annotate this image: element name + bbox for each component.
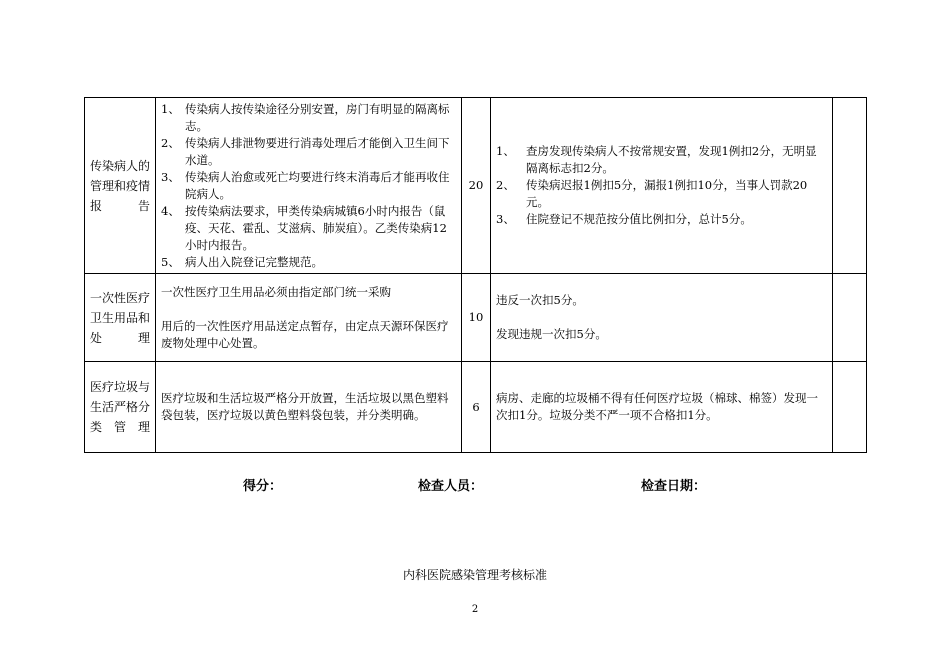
score-cell: 10 bbox=[462, 274, 491, 362]
table-row bbox=[85, 362, 867, 453]
inspection-date-label: 检查日期： bbox=[641, 479, 707, 494]
category-cell: 一次性医疗卫生用品和处理 bbox=[85, 274, 156, 362]
requirements-cell bbox=[156, 98, 462, 274]
list-item: 2、 传染病人排泄物要进行消毒处理后才能倒入卫生间下水道。 bbox=[161, 135, 450, 167]
requirement-text: 用后的一次性医疗用品送定点暂存，由定点天源环保医疗废物处理中心处置。 bbox=[161, 318, 449, 350]
list-item: 1、 查房发现传染病人不按常规安置，发现1例扣2分，无明显隔离标志扣2分。 bbox=[496, 144, 817, 175]
list-item: 5、 病人出入院登记完整规范。 bbox=[161, 254, 323, 269]
category-cell: 医疗垃圾与生活严格分类管理 bbox=[85, 362, 156, 453]
requirement-text: 一次性医疗卫生用品必须由指定部门统一采购 bbox=[161, 284, 391, 299]
score-label: 得分： bbox=[243, 479, 283, 494]
table-row bbox=[85, 274, 867, 362]
list-item: 1、 传染病人按传染途径分别安置，房门有明显的隔离标志。 bbox=[161, 101, 450, 133]
score-cell: 20 bbox=[462, 98, 491, 274]
requirements-cell bbox=[156, 362, 462, 453]
inspector-label: 检查人员： bbox=[418, 479, 484, 494]
list-item: 3、 住院登记不规范按分值比例扣分，总计5分。 bbox=[496, 212, 752, 226]
deductions-cell bbox=[491, 362, 833, 453]
list-item: 4、 按传染病法要求，甲类传染病城镇6小时内报告（鼠疫、天花、霍乱、艾滋病、肺炭疽）。乙类传染病12小时内报告。 bbox=[161, 203, 447, 252]
list-item: 3、 传染病人治愈或死亡均要进行终末消毒后才能再收住院病人。 bbox=[161, 169, 450, 201]
remarks-cell bbox=[833, 362, 867, 453]
list-item: 2、 传染病迟报1例扣5分，漏报1例扣10分，当事人罚款20元。 bbox=[496, 178, 808, 209]
score-cell: 6 bbox=[462, 362, 491, 453]
category-cell: 传染病人的管理和疫情报告 bbox=[85, 98, 156, 274]
document-title: 内科医院感染管理考核标准 bbox=[402, 568, 547, 582]
assessment-table bbox=[84, 97, 867, 453]
remarks-cell bbox=[833, 98, 867, 274]
requirement-text: 医疗垃圾和生活垃圾严格分开放置，生活垃圾以黑色塑料袋包装，医疗垃圾以黄色塑料袋包装，并分类明确。 bbox=[161, 391, 449, 422]
requirements-cell bbox=[156, 274, 462, 362]
deduction-text: 病房、走廊的垃圾桶不得有任何医疗垃圾（棉球、棉签）发现一次扣1分。垃圾分类不严一项不合格扣1分。 bbox=[496, 391, 818, 422]
table-row bbox=[85, 98, 867, 274]
remarks-cell bbox=[833, 274, 867, 362]
deduction-text: 发现违规一次扣5分。 bbox=[496, 327, 607, 341]
deduction-text: 违反一次扣5分。 bbox=[496, 293, 584, 307]
deductions-cell bbox=[491, 274, 833, 362]
deductions-cell bbox=[491, 98, 833, 274]
page-number: 2 bbox=[471, 604, 479, 615]
